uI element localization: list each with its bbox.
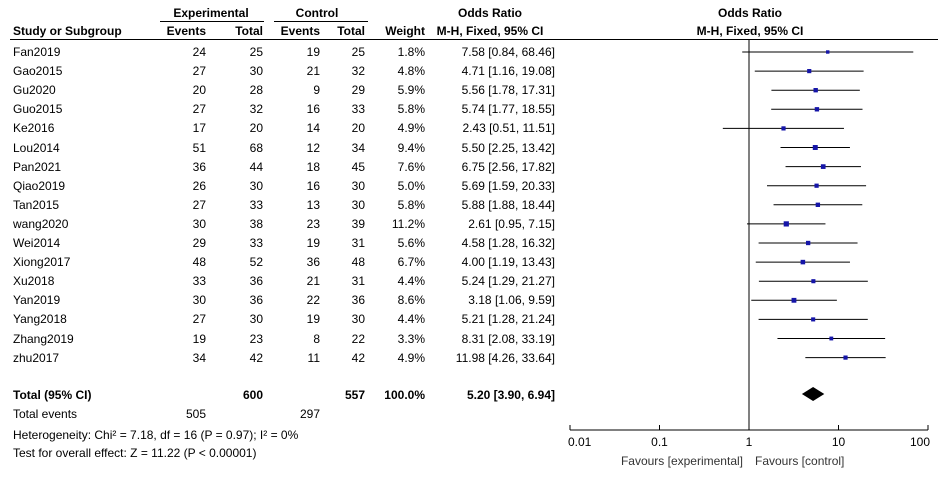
e-events-cell: 17 — [192, 121, 206, 136]
pooled-diamond — [802, 387, 824, 401]
total-e-total: 600 — [242, 388, 263, 402]
total-events-label: Total events — [13, 407, 78, 421]
total-c-events: 297 — [299, 407, 320, 421]
e-total-cell: 33 — [249, 236, 263, 250]
heterogeneity-stat: Heterogeneity: Chi² = 7.18, df = 16 (P = 0.97); I² = 0% — [13, 428, 299, 442]
e-total-cell: 30 — [249, 64, 263, 79]
c-total-cell: 36 — [351, 293, 365, 308]
study-name: Yang2018 — [13, 312, 67, 327]
study-name: Yan2019 — [13, 293, 61, 308]
e-total-cell: 52 — [249, 255, 263, 270]
c-total-cell: 20 — [351, 121, 365, 136]
c-total-cell: 32 — [351, 64, 365, 79]
ci-cell: 5.50 [2.25, 13.42] — [461, 140, 555, 155]
e-events-cell: 27 — [192, 197, 206, 212]
e-total-cell: 33 — [249, 197, 263, 212]
e-events-cell: 19 — [192, 331, 206, 346]
weight-cell: 7.6% — [397, 159, 425, 174]
ci-cell: 7.58 [0.84, 68.46] — [461, 45, 555, 59]
e-events-cell: 30 — [192, 216, 206, 231]
ci-cell: 2.61 [0.95, 7.15] — [468, 216, 555, 231]
e-total-cell: 38 — [249, 216, 263, 231]
c-events-cell: 16 — [306, 102, 320, 117]
c-total-cell: 25 — [351, 45, 365, 59]
total-weight: 100.0% — [384, 388, 425, 402]
e-events-cell: 26 — [192, 178, 206, 193]
c-total-cell: 45 — [351, 159, 365, 174]
ci-cell: 2.43 [0.51, 11.51] — [462, 121, 555, 136]
ci-cell: 4.71 [1.16, 19.08] — [461, 64, 555, 79]
study-name: wang2020 — [13, 216, 69, 231]
total-ci: 5.20 [3.90, 6.94] — [466, 388, 555, 402]
study-name: Xu2018 — [13, 274, 55, 289]
c-events-cell: 36 — [306, 255, 320, 270]
point-estimate-Ke2016 — [781, 126, 785, 130]
events-e-header: Events — [166, 24, 206, 38]
study-name: zhu2017 — [13, 350, 60, 365]
ci-cell: 5.88 [1.88, 18.44] — [461, 197, 555, 212]
e-events-cell: 33 — [192, 274, 206, 289]
odds-ratio-plot-header: Odds Ratio — [717, 6, 782, 20]
ci-cell: 3.18 [1.06, 9.59] — [468, 293, 555, 308]
c-total-cell: 48 — [351, 255, 365, 270]
weight-cell: 4.9% — [397, 121, 425, 136]
weight-cell: 1.8% — [397, 45, 425, 59]
c-events-cell: 14 — [306, 121, 320, 136]
x-tick-label: 100 — [909, 435, 930, 449]
ci-cell: 5.69 [1.59, 20.33] — [461, 178, 555, 193]
c-total-cell: 29 — [351, 83, 365, 98]
point-estimate-Wei2014 — [806, 241, 810, 245]
point-estimate-Xu2018 — [811, 279, 815, 283]
weight-cell: 5.9% — [397, 83, 425, 98]
study-column-header: Study or Subgroup — [13, 24, 122, 38]
e-total-cell: 36 — [249, 293, 263, 308]
ci-cell: 11.98 [4.26, 33.64] — [455, 350, 555, 365]
favours-control-label: Favours [control] — [755, 454, 845, 468]
study-name: Fan2019 — [13, 45, 61, 59]
c-events-cell: 19 — [306, 236, 320, 250]
weight-cell: 3.3% — [397, 331, 425, 346]
ci-cell: 8.31 [2.08, 33.19] — [461, 331, 555, 346]
e-events-cell: 51 — [192, 140, 206, 155]
c-total-cell: 30 — [351, 197, 365, 212]
weight-cell: 4.4% — [397, 274, 425, 289]
point-estimate-Yan2019 — [792, 298, 797, 303]
weight-cell: 8.6% — [397, 293, 425, 308]
c-total-cell: 33 — [351, 102, 365, 117]
c-total-cell: 30 — [351, 312, 365, 327]
study-name: Qiao2019 — [13, 178, 66, 193]
total-c-total: 557 — [344, 388, 365, 402]
e-total-cell: 36 — [249, 274, 263, 289]
weight-cell: 5.0% — [397, 178, 425, 193]
ci-cell: 6.75 [2.56, 17.82] — [461, 159, 555, 174]
weight-cell: 5.8% — [397, 102, 425, 117]
total-e-events: 505 — [185, 407, 206, 421]
study-name: Gu2020 — [13, 83, 56, 98]
c-total-cell: 22 — [351, 331, 365, 346]
c-events-cell: 23 — [306, 216, 320, 231]
events-c-header: Events — [280, 24, 320, 38]
c-total-cell: 30 — [351, 178, 365, 193]
e-total-cell: 30 — [249, 312, 263, 327]
overall-effect-stat: Test for overall effect: Z = 11.22 (P < 0.00001) — [13, 446, 257, 460]
point-estimate-Xiong2017 — [801, 260, 806, 265]
study-name: Guo2015 — [13, 102, 63, 117]
weight-cell: 6.7% — [397, 255, 425, 270]
c-events-cell: 21 — [306, 274, 320, 289]
weight-cell: 9.4% — [397, 140, 425, 155]
point-estimate-Gao2015 — [807, 69, 811, 73]
e-total-cell: 23 — [249, 331, 263, 346]
weight-cell: 5.8% — [397, 197, 425, 212]
ci-cell: 5.74 [1.77, 18.55] — [461, 102, 555, 117]
c-total-cell: 34 — [351, 140, 365, 155]
point-estimate-wang2020 — [784, 221, 789, 226]
e-total-cell: 25 — [249, 45, 263, 59]
c-total-cell: 42 — [351, 350, 365, 365]
c-events-cell: 21 — [306, 64, 320, 79]
e-events-cell: 48 — [192, 255, 206, 270]
point-estimate-Gu2020 — [813, 88, 817, 92]
x-tick-label: 0.01 — [568, 435, 592, 449]
c-events-cell: 8 — [313, 331, 320, 346]
total-e-header: Total — [235, 24, 263, 38]
odds-ratio-table-header: Odds Ratio — [457, 6, 522, 20]
c-total-cell: 31 — [351, 236, 365, 250]
e-total-cell: 20 — [249, 121, 263, 136]
ci-cell: 4.00 [1.19, 13.43] — [461, 255, 555, 270]
c-events-cell: 19 — [306, 312, 320, 327]
c-events-cell: 12 — [306, 140, 320, 155]
point-estimate-zhu2017 — [843, 356, 847, 360]
point-estimate-Tan2015 — [816, 203, 820, 207]
experimental-group-header: Experimental — [173, 6, 249, 20]
e-events-cell: 27 — [192, 64, 206, 79]
e-events-cell: 27 — [192, 312, 206, 327]
study-name: Tan2015 — [13, 197, 60, 212]
c-events-cell: 9 — [313, 83, 320, 98]
e-total-cell: 44 — [249, 159, 263, 174]
c-events-cell: 22 — [306, 293, 320, 308]
study-name: Wei2014 — [13, 236, 61, 250]
c-events-cell: 13 — [306, 197, 320, 212]
study-name: Pan2021 — [13, 159, 62, 174]
weight-cell: 4.4% — [397, 312, 425, 327]
study-name: Gao2015 — [13, 64, 63, 79]
method-plot-header: M-H, Fixed, 95% CI — [696, 24, 804, 38]
point-estimate-Lou2014 — [813, 145, 818, 150]
study-name: Zhang2019 — [13, 331, 74, 346]
c-events-cell: 11 — [307, 350, 320, 365]
point-estimate-Yang2018 — [811, 317, 815, 321]
e-total-cell: 68 — [249, 140, 263, 155]
weight-cell: 11.2% — [391, 216, 425, 231]
control-group-header: Control — [295, 6, 339, 20]
weight-header: Weight — [385, 24, 425, 38]
x-tick-label: 10 — [831, 435, 846, 449]
e-total-cell: 30 — [249, 178, 263, 193]
point-estimate-Qiao2019 — [814, 184, 818, 188]
weight-cell: 5.6% — [397, 236, 425, 250]
ci-cell: 5.56 [1.78, 17.31] — [461, 83, 555, 98]
c-total-cell: 31 — [351, 274, 365, 289]
weight-cell: 4.9% — [397, 350, 425, 365]
e-events-cell: 27 — [192, 102, 206, 117]
c-events-cell: 18 — [306, 159, 320, 174]
study-name: Lou2014 — [13, 140, 60, 155]
c-events-cell: 19 — [306, 45, 320, 59]
ci-cell: 5.24 [1.29, 21.27] — [461, 274, 555, 289]
e-events-cell: 29 — [192, 236, 206, 250]
e-events-cell: 34 — [192, 350, 206, 365]
study-name: Ke2016 — [13, 121, 55, 136]
e-total-cell: 32 — [249, 102, 263, 117]
e-events-cell: 36 — [192, 159, 206, 174]
e-events-cell: 30 — [192, 293, 206, 308]
c-events-cell: 16 — [306, 178, 320, 193]
weight-cell: 4.8% — [397, 64, 425, 79]
e-events-cell: 24 — [192, 45, 206, 59]
ci-cell: 4.58 [1.28, 16.32] — [461, 236, 555, 250]
x-tick-label: 0.1 — [651, 435, 668, 449]
method-header: M-H, Fixed, 95% CI — [436, 24, 544, 38]
total-label: Total (95% CI) — [13, 388, 92, 402]
e-events-cell: 20 — [192, 83, 206, 98]
c-total-cell: 39 — [351, 216, 365, 231]
favours-experimental-label: Favours [experimental] — [620, 454, 743, 468]
ci-cell: 5.21 [1.28, 21.24] — [461, 312, 555, 327]
point-estimate-Guo2015 — [815, 107, 819, 111]
study-name: Xiong2017 — [13, 255, 71, 270]
point-estimate-Pan2021 — [821, 164, 826, 169]
e-total-cell: 28 — [249, 83, 263, 98]
point-estimate-Zhang2019 — [829, 337, 833, 341]
e-total-cell: 42 — [249, 350, 263, 365]
x-tick-label: 1 — [745, 435, 753, 449]
total-c-header: Total — [337, 24, 365, 38]
point-estimate-Fan2019 — [826, 50, 829, 53]
